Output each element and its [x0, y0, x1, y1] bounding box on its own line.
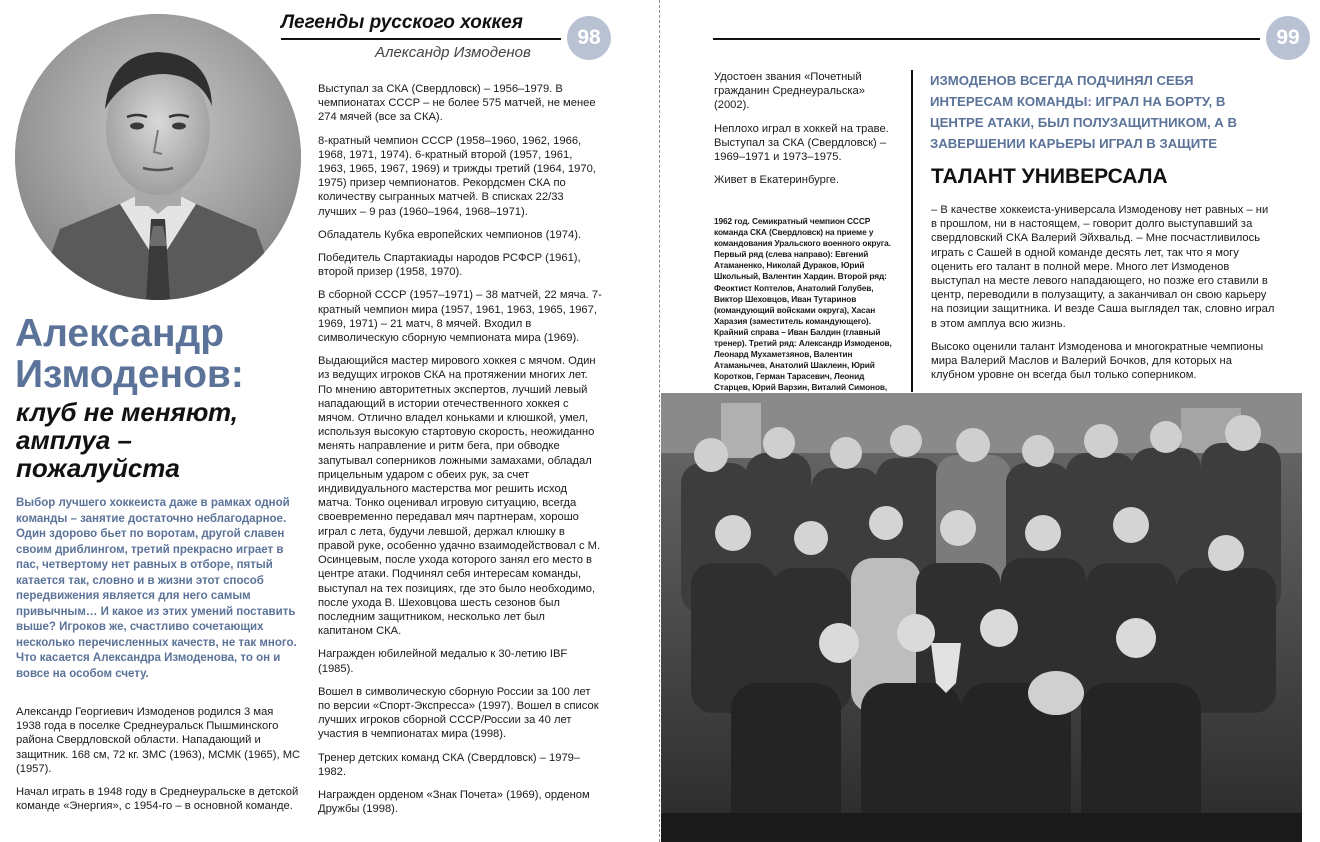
pull-quote: ИЗМОДЕНОВ ВСЕГДА ПОДЧИНЯЛ СЕБЯ ИНТЕРЕСАМ КОМАНДЫ: ИГРАЛ НА БОРТУ, В ЦЕНТРЕ АТАКИ, БЫЛ ПОЛУЗАЩИТНИКОМ, А В ЗАВЕРШЕНИИ КАРЬЕРЫ ИГРАЛ В ЗАЩИТЕ — [930, 73, 1237, 151]
career-paragraph: 8-кратный чемпион СССР (1958–1960, 1962, 1966, 1968, 1971, 1974). 6-кратный второй (1957, 1961, 1963, 1965, 1967, 1969) и трижды третий (1964, 1970, 1975) призер чемпионатов. Рекордсмен СКА по количеству сыгранных матчей. В списках 22/33 лучших – 9 раз (1960–1964, 1968–1971). — [318, 134, 596, 218]
right-paragraph: Удостоен звания «Почетный гражданин Среднеуральска» (2002). — [714, 71, 865, 112]
career-paragraph: Тренер детских команд СКА (Свердловск) – 1979–1982. — [318, 751, 581, 778]
team-photo — [661, 393, 1302, 842]
subheadline-line: клуб не меняют, — [16, 397, 238, 427]
career-paragraph: Награжден юбилейной медалью к 30-летию IBF (1985). — [318, 648, 568, 675]
header-rule-right — [713, 38, 1260, 40]
headline-line2: Измоденов: — [15, 353, 244, 396]
career-paragraph: Победитель Спартакиады народов РСФСР (1961), второй призер (1958, 1970). — [318, 252, 581, 279]
career-paragraph: Вошел в символическую сборную России за 100 лет по версии «Спорт-Экспресса» (1997). Вошел в список лучших игроков сборной СССР/России за 40 лет участия в чемпионатах мира (1998). — [318, 685, 599, 741]
lead-paragraph: Выбор лучшего хоккеиста даже в рамках одной команды – занятие достаточно неблагодарное. Один здорово бьет по воротам, другой славен своим дриблингом, третий прекрасно играет в пас, четвертому нет равных в отборе, пятый катается так, словно и в жизни этот способ передвижения является для него самым привычным… И какое из этих умений поставить выше? Игроков же, счастливо сочетающих несколько перечисленных качеств, не так много. Что касается Александра Измоденова, то он и вовсе на особом счету. — [16, 497, 297, 680]
page-number-left: 98 — [567, 16, 611, 60]
team-photo-illustration — [661, 393, 1302, 842]
portrait-photo — [15, 14, 301, 300]
section-paragraph: Высоко оценили талант Измоденова и многократные чемпионы мира Валерий Маслов и Валерий Бочков, для которых на клубном уровне он всегда был только соперником. — [931, 340, 1264, 382]
header-player-name: Александр Измоденов — [375, 44, 531, 61]
bio-column — [16, 705, 301, 822]
section-column — [931, 203, 1276, 391]
headline-line1: Александр — [15, 312, 225, 355]
subheadline-line: амплуа – — [16, 425, 133, 455]
subheadline-line: пожалуйста — [16, 453, 180, 483]
career-paragraph: Награжден орденом «Знак Почета» (1969), орденом Дружбы (1998). — [318, 788, 590, 816]
spread-gutter — [659, 0, 660, 842]
bio-paragraph: Начал играть в 1948 году в Среднеуральске в детской команде «Энергия», с 1954-го – в основной команде. — [16, 786, 299, 813]
series-title: Легенды русского хоккея — [281, 12, 523, 33]
career-paragraph: Обладатель Кубка европейских чемпионов (1974). — [318, 228, 582, 241]
career-column — [318, 82, 602, 825]
right-paragraph: Неплохо играл в хоккей на траве. Выступал за СКА (Свердловск) – 1969–1971 и 1973–1975. — [714, 122, 889, 164]
portrait-illustration — [15, 14, 301, 300]
subheadline — [16, 398, 238, 482]
bio-paragraph: Александр Георгиевич Измоденов родился 3 мая 1938 года в поселке Среднеуральск Пышминского района Свердловской области. Нападающий и защитник. 168 см, 72 кг. ЗМС (1963), МСМК (1965), МС (1957). — [16, 706, 301, 775]
career-paragraph: В сборной СССР (1957–1971) – 38 матчей, 22 мяча. 7-кратный чемпион мира (1957, 1961, 1963, 1965, 1967, 1969, 1971) – 21 матч, 8 мячей. Входил в символическую сборную чемпионата мира (1969). — [318, 289, 602, 345]
career-paragraph: Выдающийся мастер мирового хоккея с мячом. Один из ведущих игроков СКА на протяжении многих лет. По мнению авторитетных экспертов, лучший левый нападающий в истории отечественного хоккея с мячом. Отлично владел коньками и клюшкой, умел, используя высокую стартовую скорость, неожиданно менять направление и ритм бега, при обводке запутывал соперников ложными замахами, обладал прицельным ударом с обеих рук, за счет индивидуального мастерства мог решить исход матча. Тонко оценивал игровую ситуацию, всегда своевременно передавал мяч партнерам, хорошо играл с лета, будучи левшой, держал клюшку в правой руке, особенно удачно взаимодействовал с М. Осинцевым, после ухода которого занял его место в центре атаки. Подчинял себя интересам команды, выступал на тех позициях, где это было необходимо, после ухода В. Шеховцова шесть сезонов был последним защитником, несколько лет был капитаном СКА. — [318, 355, 601, 638]
page-number-right: 99 — [1266, 16, 1310, 60]
header-rule — [281, 38, 561, 40]
section-paragraph: – В качестве хоккеиста-универсала Измоденову нет равных – ни в прошлом, ни в настоящем, – говорит долго выступавший за свердловский СКА Валерий Эйхвальд. – Мне посчастливилось играть с Сашей в одной команде десять лет, так что я могу оценить его талант в полной мере. Много лет Измоденов выступал на месте левого нападающего, но позже его ставили в центр, переводили в полузащиту, а заканчивал он свою карьеру на позиции защитника. И везде Саша выглядел так, словно играл в этом амплуа всю жизнь. — [931, 204, 1275, 330]
photo-caption: 1962 год. Семикратный чемпион СССР команда СКА (Свердловск) на приеме у командования Уральского военного округа. Первый ряд (слева направо): Евгений Атаманенко, Николай Дураков, Юрий Школьный, Валентин Хардин. Второй ряд: Феоктист Коптелов, Анатолий Голубев, Виктор Шеховцов, Иван Тутаринов (командующий войсками округа), Хасан Харазия (заместитель командующего). Крайний справа – Иван Балдин (главный тренер). Третий ряд: Александр Измоденов, Леонард Мухаметзянов, Валентин Атаманычев, Анатолий Шаклеин, Юрий Коротков, Герман Тарасевич, Леонид Старцев, Юрий Варзин, Виталий Симонов, — [714, 216, 892, 393]
column-rule — [911, 70, 913, 392]
right-paragraph: Живет в Екатеринбурге. — [714, 174, 839, 187]
career-paragraph: Выступал за СКА (Свердловск) – 1956–1979. В чемпионатах СССР – не более 575 матчей, не менее 274 мячей (все за СКА). — [318, 83, 596, 124]
section-title: ТАЛАНТ УНИВЕРСАЛА — [931, 165, 1168, 188]
right-top-column — [714, 70, 899, 196]
